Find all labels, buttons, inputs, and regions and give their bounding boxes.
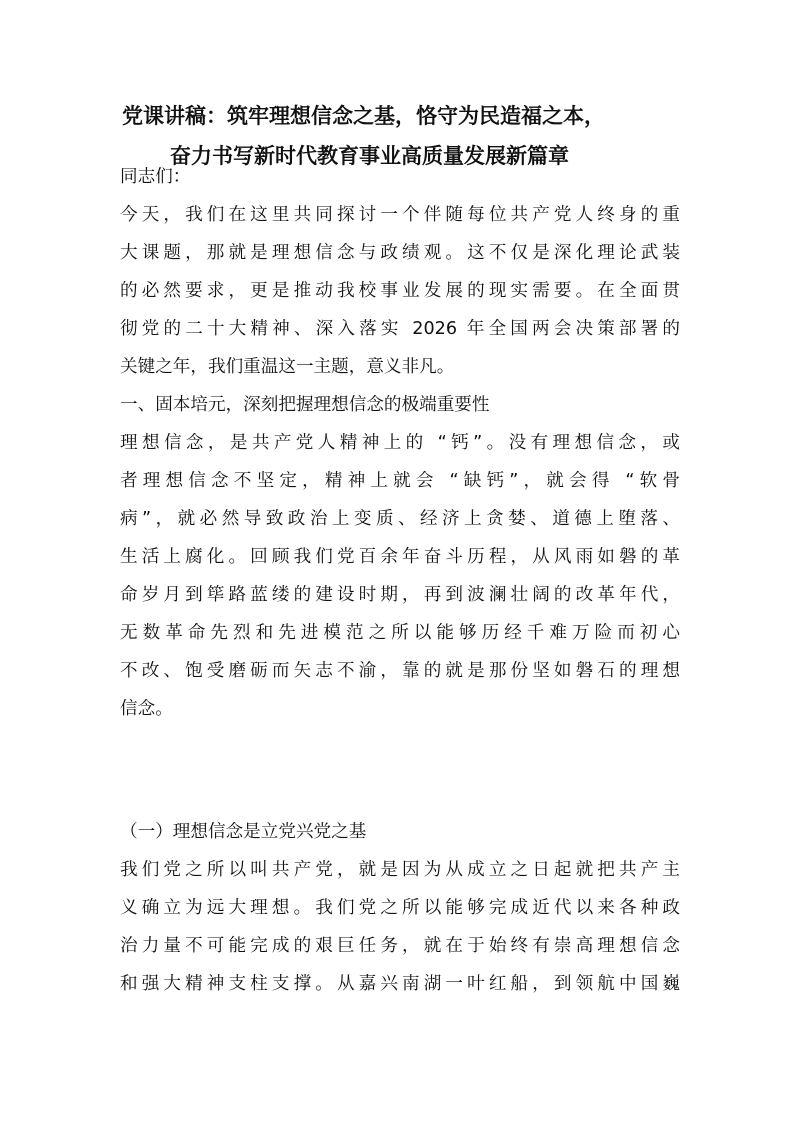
section-heading-text: 一、固本培元，深刻把握理想信念的极端重要性 [120,395,490,415]
paragraph-line: 不改、饱受磨砺而矢志不渝，靠的就是那份坚如磐石的理想 [120,661,680,681]
section-heading-1 [120,386,680,424]
paragraph-foundation [120,851,680,1003]
paragraph-line: 关键之年，我们重温这一主题，意义非凡。 [120,357,455,377]
salutation [120,158,680,196]
paragraph-line: 大课题，那就是理想信念与政绩观。这不仅是深化理论武装 [120,243,680,263]
paragraph-intro [120,196,680,386]
paragraph-line: 今天，我们在这里共同探讨一个伴随每位共产党人终身的重 [120,205,680,225]
paragraph-line: 治力量不可能完成的艰巨任务，就在于始终有崇高理想信念 [120,936,680,956]
paragraph-line: 者理想信念不坚定，精神上就会 “缺钙”，就会得 “软骨 [120,471,680,491]
document-title-line-2: 奋力书写新时代教育事业高质量发展新篇章 [170,144,569,168]
paragraph-line: 义确立为远大理想。我们党之所以能够完成近代以来各种政 [120,898,680,918]
paragraph-line: 的必然要求，更是推动我校事业发展的现实需要。在全面贯 [120,281,680,301]
subsection-heading-1 [120,813,680,851]
paragraph-line: 命岁月到筚路蓝缕的建设时期，再到波澜壮阔的改革年代， [120,585,680,605]
subsection-heading-text: （一）理想信念是立党兴党之基 [120,822,367,842]
paragraph-line: 我们党之所以叫共产党，就是因为从成立之日起就把共产主 [120,860,680,880]
paragraph-line: 信念。 [120,699,173,719]
paragraph-line: 彻党的二十大精神、深入落实 2026 年全国两会决策部署的 [120,319,680,339]
paragraph-line: 和强大精神支柱支撑。从嘉兴南湖一叶红船，到领航中国巍 [120,974,680,994]
paragraph-line: 理想信念，是共产党人精神上的 “钙”。没有理想信念，或 [120,433,680,453]
paragraph-line: 病”，就必然导致政治上变质、经济上贪婪、道德上堕落、 [120,509,680,529]
paragraph-ideals [120,424,680,728]
paragraph-line: 生活上腐化。回顾我们党百余年奋斗历程，从风雨如磐的革 [120,547,680,567]
document-title-line-1: 党课讲稿：筑牢理想信念之基，恪守为民造福之本， [122,104,605,128]
salutation-text: 同志们： [120,167,191,187]
paragraph-line: 无数革命先烈和先进模范之所以能够历经千难万险而初心 [120,623,680,643]
